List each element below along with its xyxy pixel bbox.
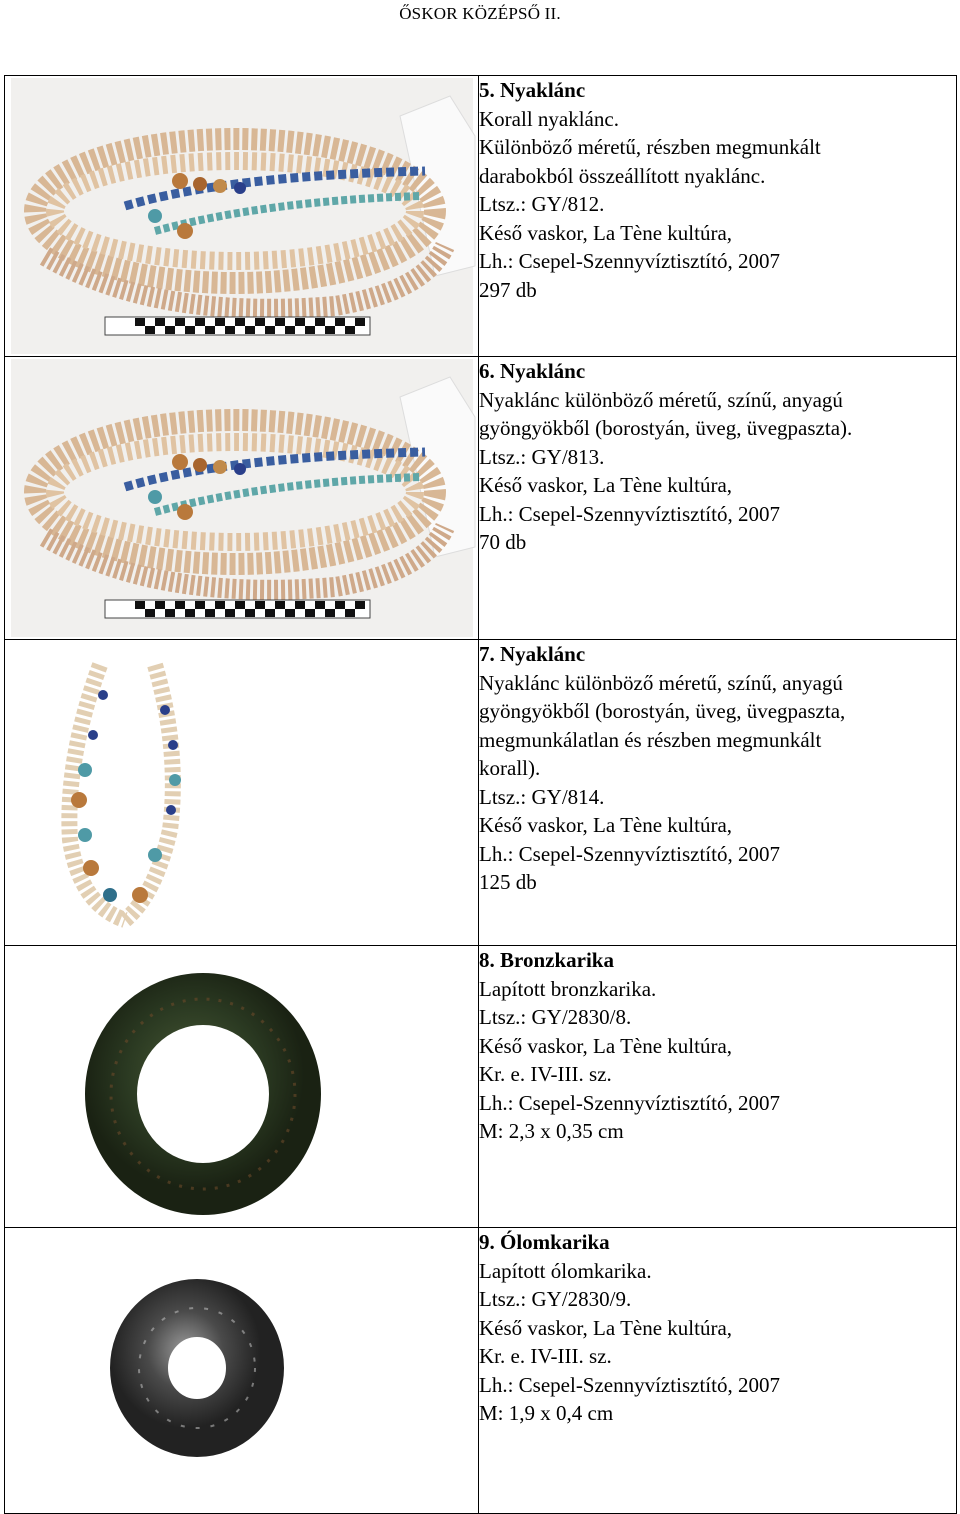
item-line: Lh.: Csepel-Szennyvíztisztító, 2007 (479, 841, 780, 866)
item-line: Ltsz.: GY/813. (479, 444, 605, 469)
item-line: Lh.: Csepel-Szennyvíztisztító, 2007 (479, 249, 780, 273)
item-line: 70 db (479, 530, 527, 554)
item-line: Lh.: Csepel-Szennyvíztisztító, 2007 (479, 501, 780, 526)
item-title: 5. Nyaklánc (479, 78, 586, 102)
item-line: Különböző méretű, részben megmunkált (479, 135, 821, 159)
item-line: 125 db (479, 870, 537, 894)
item-line: Ltsz.: GY/2830/8. (479, 1005, 632, 1029)
item-description-cell (479, 946, 957, 1228)
catalog-row (5, 1228, 957, 1514)
hanging-necklace-photo (5, 640, 478, 945)
item-description-cell (479, 357, 957, 640)
item-title: 9. Ólomkarika (479, 1230, 610, 1254)
item-line: M: 1,9 x 0,4 cm (479, 1401, 614, 1425)
item-line: Ltsz.: GY/814. (479, 784, 605, 809)
catalog-row (5, 640, 957, 946)
item-line: Késő vaskor, La Tène kultúra, (479, 220, 733, 245)
item-photo-cell (5, 640, 479, 946)
item-line: Késő vaskor, La Tène kultúra, (479, 813, 733, 837)
item-line: Kr. e. IV-III. sz. (479, 1344, 612, 1368)
item-line: M: 2,3 x 0,35 cm (479, 1119, 624, 1143)
item-line: 297 db (479, 277, 537, 302)
catalog-row (5, 357, 957, 640)
item-line: gyöngyökből (borostyán, üveg, üvegpaszta). (479, 416, 853, 440)
item-photo-cell (5, 946, 479, 1228)
page-header: ŐSKOR KÖZÉPSŐ II. (399, 4, 561, 23)
item-line: Korall nyaklánc. (479, 106, 619, 131)
item-line: Lapított ólomkarika. (479, 1258, 652, 1283)
catalog-table (4, 75, 957, 1514)
coral-necklace-photo (5, 76, 478, 356)
item-description-cell (479, 640, 957, 946)
item-line: Késő vaskor, La Tène kultúra, (479, 473, 733, 497)
item-line: Lh.: Csepel-Szennyvíztisztító, 2007 (479, 1090, 780, 1115)
item-line: Lh.: Csepel-Szennyvíztisztító, 2007 (479, 1372, 780, 1397)
item-photo-cell (5, 1228, 479, 1514)
item-line: Lapított bronzkarika. (479, 976, 657, 1001)
item-description-cell (479, 76, 957, 357)
item-description-cell (479, 1228, 957, 1514)
item-line: Nyaklánc különböző méretű, színű, anyagú (479, 387, 843, 412)
item-line: Késő vaskor, La Tène kultúra, (479, 1033, 733, 1058)
catalog-row (5, 946, 957, 1228)
item-line: Ltsz.: GY/2830/9. (479, 1287, 632, 1311)
lead-ring-photo (5, 1228, 478, 1513)
item-photo-cell (5, 357, 479, 640)
bead-necklace-photo (5, 357, 478, 639)
item-title: 8. Bronzkarika (479, 948, 614, 972)
item-line: darabokból összeállított nyaklánc. (479, 163, 766, 188)
item-line: Késő vaskor, La Tène kultúra, (479, 1315, 733, 1340)
item-line: gyöngyökből (borostyán, üveg, üvegpaszta, (479, 699, 846, 723)
item-line: korall). (479, 756, 541, 780)
item-line: Kr. e. IV-III. sz. (479, 1062, 612, 1086)
item-photo-cell (5, 76, 479, 357)
item-line: Ltsz.: GY/812. (479, 192, 605, 216)
catalog-row (5, 76, 957, 357)
item-title: 6. Nyaklánc (479, 359, 586, 383)
item-line: megmunkálatlan és részben megmunkált (479, 727, 822, 752)
bronze-ring-photo (5, 946, 478, 1227)
item-line: Nyaklánc különböző méretű, színű, anyagú (479, 670, 843, 695)
item-title: 7. Nyaklánc (479, 642, 586, 666)
